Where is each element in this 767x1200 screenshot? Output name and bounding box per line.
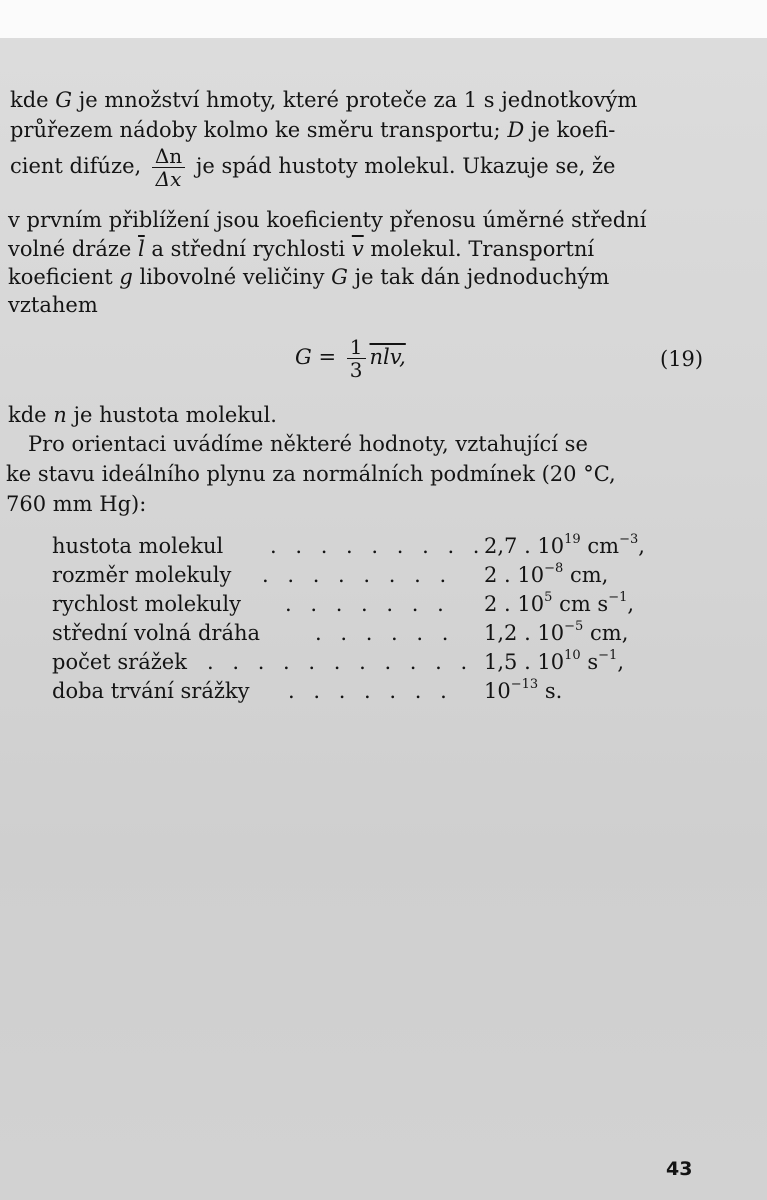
text-line: kde G je množství hmoty, které proteče za 1 s jednotkovým	[10, 88, 638, 112]
text-line: vztahem	[8, 293, 98, 317]
row-label: rozměr molekuly	[52, 563, 232, 587]
fraction-one-third: $\frac{1}{3}$	[347, 336, 366, 381]
leader-dots: . . . . . . . . .	[270, 534, 486, 558]
row-label: doba trvání srážky	[52, 679, 250, 703]
row-label: rychlost molekuly	[52, 592, 241, 616]
text-line: cient difúze, $\frac{\Delta n}{\Delta x}$ je spád hustoty molekul. Ukazuje se, že	[10, 144, 616, 191]
row-value: 2,7 . $10^{19}$ $cm^{-3}$,	[484, 532, 645, 558]
row-value: 2 . $10^5$ cm $s^{-1}$,	[484, 590, 635, 616]
leader-dots: . . . . . . .	[288, 679, 453, 703]
row-label: hustota molekul	[52, 534, 224, 558]
row-value: $10^{-13}$ s.	[484, 677, 563, 703]
equation-19: G = $\frac{1}{3}$ nlv,	[295, 335, 406, 382]
row-value: 1,2 . $10^{-5}$ cm,	[484, 619, 629, 645]
row-value: 2 . $10^{-8}$ cm,	[484, 561, 609, 587]
leader-dots: . . . . . . . .	[262, 563, 453, 587]
text-line: ke stavu ideálního plynu za normálních podmínek (20 °C,	[6, 462, 616, 486]
text-line: v prvním přiblížení jsou koeficienty přenosu úměrné střední	[8, 208, 647, 232]
text-line: 760 mm Hg):	[6, 492, 147, 516]
text-line: koeficient g libovolné veličiny G je tak dán jednoduchým	[8, 265, 610, 289]
text-line: volné dráze $\overline{l}$ a střední rychlosti $\overline{v}$ molekul. Transportní	[8, 237, 595, 261]
leader-dots: . . . . . . .	[285, 592, 450, 616]
fraction-delta: $\frac{\Delta n}{\Delta x}$	[152, 145, 185, 190]
text-line: průřezem nádoby kolmo ke směru transportu; D je koefi-	[10, 118, 616, 142]
row-label: počet srážek	[52, 650, 187, 674]
text-line: kde n je hustota molekul.	[8, 403, 277, 427]
equation-number: (19)	[660, 347, 704, 371]
page-number: 43	[666, 1158, 693, 1180]
leader-dots: . . . . . . . . . . .	[207, 650, 474, 674]
row-label: střední volná dráha	[52, 621, 261, 645]
row-value: 1,5 . $10^{10}$ $s^{-1}$,	[484, 648, 625, 674]
leader-dots: . . . . . .	[315, 621, 455, 645]
text-line: Pro orientaci uvádíme některé hodnoty, vztahující se	[28, 432, 588, 456]
